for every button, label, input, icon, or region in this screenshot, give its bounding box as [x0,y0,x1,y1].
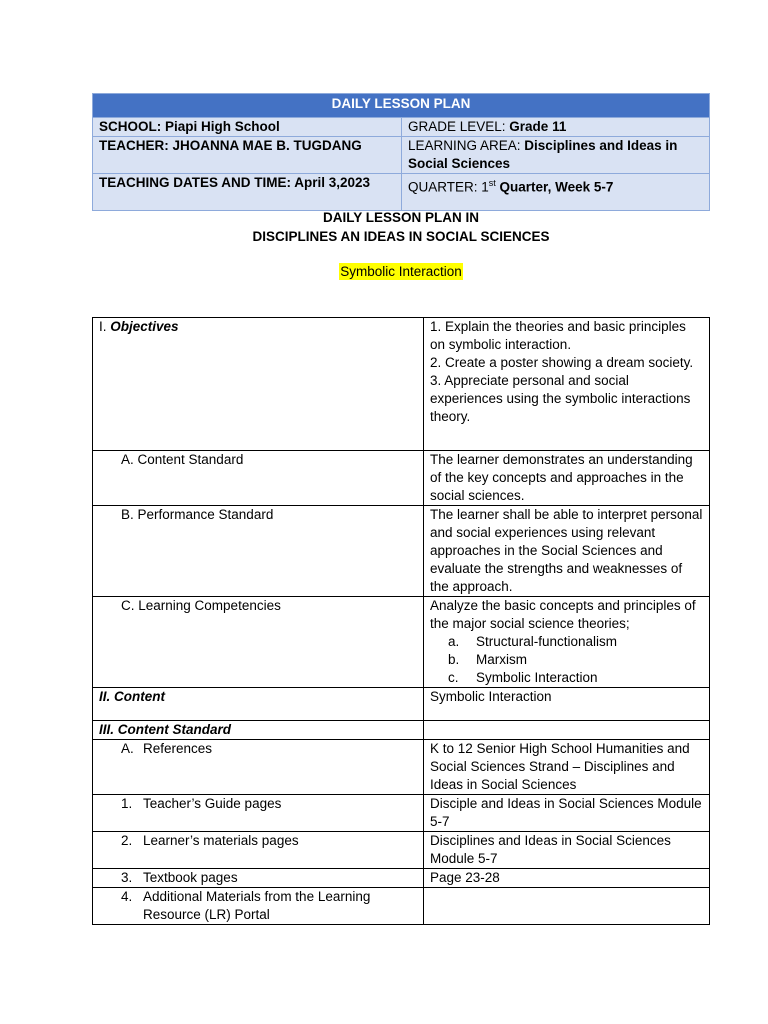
objective-item: 1. Explain the theories and basic principles on symbolic interaction. [430,319,686,352]
content-standard-2-label [93,721,424,740]
content-standard-2-value [424,721,710,740]
content-standard-row [93,451,710,506]
teacher-cell: TEACHER: JHOANNA MAE B. TUGDANG [93,137,402,174]
competencies-text: Analyze the basic concepts and principles of the major social science theories; [430,598,696,631]
competency-text: Structural-functionalism [476,634,618,649]
content-value: Symbolic Interaction [424,688,710,721]
content-title: II. Content [99,689,165,704]
objectives-label [93,318,424,451]
header-title: DAILY LESSON PLAN [93,94,710,118]
objectives-row [93,318,710,451]
teachers-guide-row [93,795,710,832]
learning-area-cell [402,137,710,174]
competency-item [430,633,703,651]
references-label [93,740,424,795]
topic-wrap [92,262,710,281]
objective-item: 2. Create a poster showing a dream society. [430,355,694,370]
objectives-list [424,318,710,451]
content-standard-2-title: III. Content Standard [99,722,232,737]
learners-materials-value: Disciplines and Ideas in Social Sciences Module 5-7 [424,832,710,869]
competency-item [430,669,703,687]
performance-standard-row [93,506,710,597]
learning-area-label: LEARNING AREA: [408,138,525,153]
plan-title-line-2: DISCIPLINES AN IDEAS IN SOCIAL SCIENCES [252,229,550,244]
additional-materials-value [424,888,710,925]
competencies-row [93,597,710,688]
grade-level-cell [402,118,710,137]
competencies-label: C. Learning Competencies [93,597,424,688]
plan-title-line-1: DAILY LESSON PLAN IN [322,210,480,225]
textbook-row [93,869,710,888]
competency-letter: b. [448,652,460,667]
competency-item [430,651,703,669]
content-standard-text: The learner demonstrates an understanding of the key concepts and approaches in the social sciences. [424,451,710,506]
objective-item: 3. Appreciate personal and social experiences using the symbolic interactions theory. [430,373,691,424]
additional-materials-number: 4. [121,889,133,904]
references-number: A. [121,741,134,756]
learning-area-value: Disciplines and Ideas in Social Sciences [408,138,678,171]
textbook-value: Page 23-28 [424,869,710,888]
learners-materials-title: Learner’s materials pages [143,833,299,848]
competency-text: Symbolic Interaction [476,670,598,685]
topic-highlight: Symbolic Interaction [340,264,462,279]
textbook-number: 3. [121,870,133,885]
competency-letter: a. [448,634,460,649]
header-table [92,93,710,211]
references-value: K to 12 Senior High School Humanities and Social Sciences Strand – Disciplines and Ideas in Social Sciences [424,740,710,795]
objectives-title: Objectives [110,319,179,334]
competency-text: Marxism [476,652,527,667]
additional-materials-label [93,888,424,925]
content-row [93,688,710,721]
grade-level-value: Grade 11 [509,119,567,134]
content-standard-2-row [93,721,710,740]
learners-materials-number: 2. [121,833,133,848]
quarter-cell [402,174,710,211]
quarter-value: Quarter, Week 5-7 [495,179,614,195]
quarter-sup: st [488,178,496,188]
quarter-label: QUARTER: 1 [408,179,489,195]
school-cell: SCHOOL: Piapi High School [93,118,402,137]
learners-materials-row [93,832,710,869]
objectives-prefix: I. [99,319,111,334]
references-title: References [143,741,213,756]
content-label [93,688,424,721]
additional-materials-row [93,888,710,925]
performance-standard-label: B. Performance Standard [93,506,424,597]
additional-materials-title: Additional Materials from the Learning Resource (LR) Portal [143,889,371,922]
references-row [93,740,710,795]
performance-standard-text: The learner shall be able to interpret personal and social experiences using relevant approaches in the Social Sciences and evaluate the strengths and weaknesses of the approach. [424,506,710,597]
teachers-guide-label [93,795,424,832]
content-standard-label: A. Content Standard [93,451,424,506]
learners-materials-label [93,832,424,869]
grade-level-label: GRADE LEVEL: [408,119,510,134]
textbook-title: Textbook pages [143,870,238,885]
lesson-table [92,317,710,925]
teachers-guide-title: Teacher’s Guide pages [143,796,282,811]
teaching-dates-cell: TEACHING DATES AND TIME: April 3,2023 [93,174,402,211]
textbook-label [93,869,424,888]
teachers-guide-value: Disciple and Ideas in Social Sciences Module 5-7 [424,795,710,832]
competencies-cell [424,597,710,688]
competency-letter: c. [448,670,459,685]
teachers-guide-number: 1. [121,796,133,811]
